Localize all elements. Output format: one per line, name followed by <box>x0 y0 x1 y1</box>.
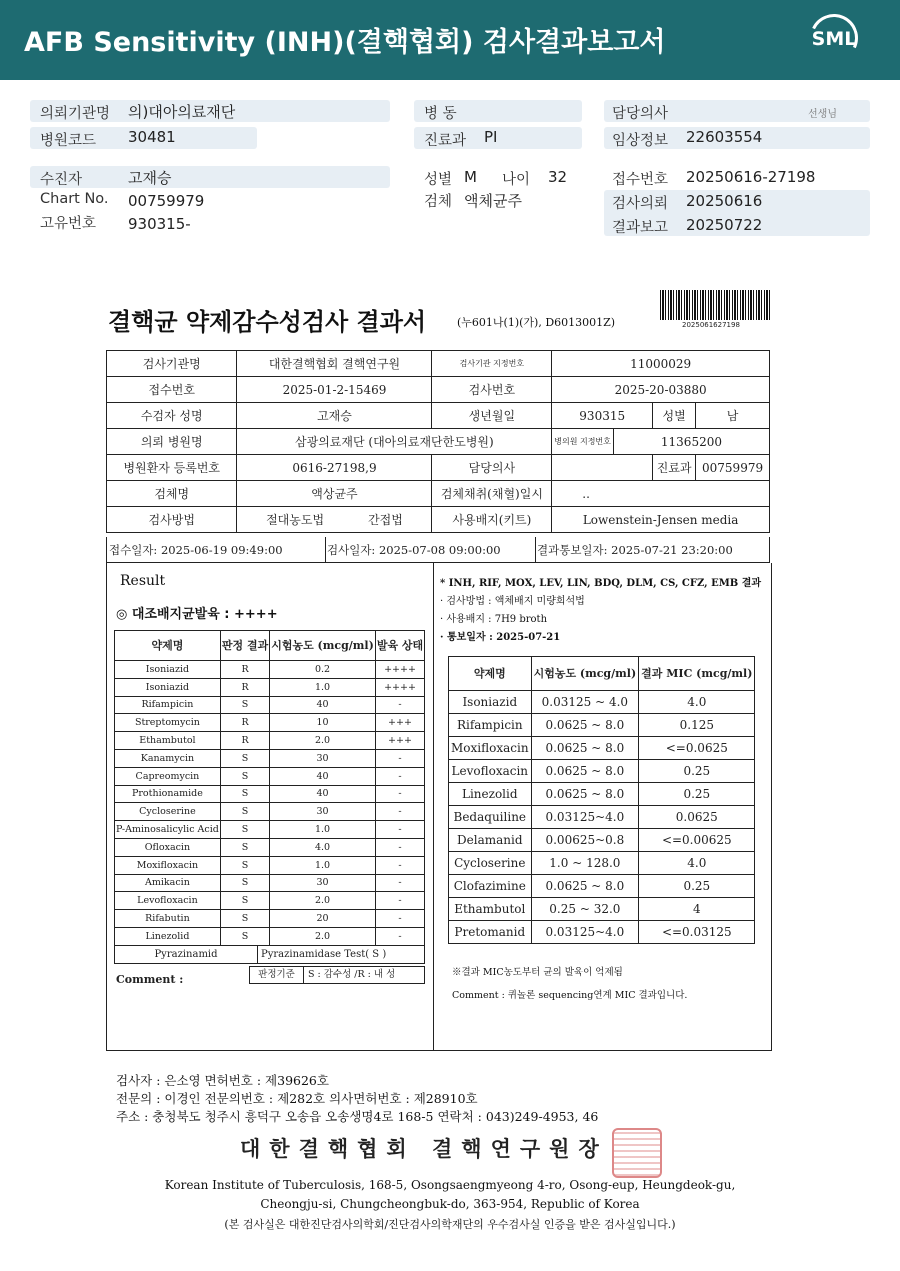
mic-cell: Linezolid <box>449 783 532 806</box>
mic-cell: Cycloserine <box>449 852 532 875</box>
age-value: 32 <box>548 168 568 186</box>
mic-table <box>448 656 755 944</box>
dept-label-cell: 진료과 <box>653 455 696 481</box>
susceptibility-cell: S <box>220 910 269 928</box>
mic-cell: 0.125 <box>639 714 755 737</box>
name-value: 고재승 <box>128 169 172 187</box>
susceptibility-cell: 20 <box>270 910 376 928</box>
logo-text: SML <box>811 28 857 50</box>
susceptibility-cell: 2.0 <box>270 892 376 910</box>
mic-cell: 0.0625 ~ 8.0 <box>531 737 639 760</box>
dept-value: PI <box>484 128 498 146</box>
mic-cell: 0.03125~4.0 <box>531 806 639 829</box>
dob-value: 930315 <box>552 403 653 429</box>
ward-label: 병 동 <box>424 106 457 122</box>
susceptibility-cell: 30 <box>270 803 376 821</box>
susceptibility-cell: 2.0 <box>270 732 376 750</box>
collect-label: 검체채취(채혈)일시 <box>432 481 552 507</box>
susceptibility-header: 약제명 <box>115 631 221 661</box>
susceptibility-cell: 40 <box>270 767 376 785</box>
report-label: 결과보고 <box>612 220 669 236</box>
susceptibility-cell: Amikacin <box>115 874 221 892</box>
dept-label: 진료과 <box>424 133 467 149</box>
susceptibility-header: 판정 결과 <box>220 631 269 661</box>
sex-label-cell: 성별 <box>653 403 696 429</box>
pyr-result: Pyrazinamidase Test( S ) <box>261 949 387 960</box>
susceptibility-cell: 40 <box>270 696 376 714</box>
hospital-label: 의뢰기관명 <box>40 106 111 122</box>
susceptibility-cell: - <box>375 821 424 839</box>
mic-cell: Bedaquiline <box>449 806 532 829</box>
doctor-suffix: 선생님 <box>808 109 837 120</box>
hosp-code-value: 11365200 <box>613 429 769 455</box>
mic-cell: 0.0625 <box>639 806 755 829</box>
table-row <box>449 921 755 944</box>
clinical-value: 22603554 <box>686 128 763 146</box>
table-row <box>115 661 425 679</box>
table-row <box>449 714 755 737</box>
susceptibility-header: 시험농도 (mcg/ml) <box>270 631 376 661</box>
hosp-value: 삼광의료재단 (대아의료재단한도병원) <box>237 429 552 455</box>
susceptibility-cell: - <box>375 874 424 892</box>
table-row <box>115 803 425 821</box>
susceptibility-cell: Linezolid <box>115 927 221 945</box>
uid-label: 고유번호 <box>40 216 97 232</box>
susceptibility-cell: Cycloserine <box>115 803 221 821</box>
mic-cell: 0.03125~4.0 <box>531 921 639 944</box>
criteria-box <box>249 966 425 984</box>
test-date: 검사일자: 2025-07-08 09:00:00 <box>327 543 501 557</box>
susceptibility-cell: S <box>220 749 269 767</box>
sex-value: M <box>464 168 477 186</box>
table-row <box>115 785 425 803</box>
medium-label: 사용배지(키트) <box>432 507 552 533</box>
susceptibility-cell: Kanamycin <box>115 749 221 767</box>
doc-label: 담당의사 <box>432 455 552 481</box>
table-row <box>449 806 755 829</box>
footer-line-2: 전문의 : 이경인 전문의번호 : 제282호 의사면허번호 : 제28910호 <box>116 1091 478 1106</box>
barcode-number: 2025061627198 <box>682 321 740 329</box>
chart-value: 00759979 <box>128 192 205 210</box>
table-row <box>115 856 425 874</box>
table-row <box>449 829 755 852</box>
test-no-label: 검사번호 <box>432 377 552 403</box>
susceptibility-cell: S <box>220 838 269 856</box>
info-table <box>106 350 770 533</box>
susceptibility-cell: +++ <box>375 714 424 732</box>
mic-cell: 4.0 <box>639 691 755 714</box>
mic-cell: Ethambutol <box>449 898 532 921</box>
mic-cell: 0.25 <box>639 875 755 898</box>
table-row <box>449 737 755 760</box>
susceptibility-cell: 30 <box>270 874 376 892</box>
result-comment-label: Comment : <box>116 973 184 986</box>
susceptibility-cell: S <box>220 927 269 945</box>
susceptibility-cell: R <box>220 661 269 679</box>
collect-value: .. <box>552 481 770 507</box>
susceptibility-cell: 4.0 <box>270 838 376 856</box>
table-row <box>449 760 755 783</box>
mic-cell: <=0.0625 <box>639 737 755 760</box>
dates-divider <box>325 537 326 562</box>
mic-note: ※결과 MIC농도부터 균의 발육이 억제됨 <box>452 967 623 978</box>
susceptibility-cell: Isoniazid <box>115 661 221 679</box>
specimen-value: 액체균주 <box>464 192 522 210</box>
susceptibility-cell: ++++ <box>375 678 424 696</box>
sex-label: 성별 <box>424 172 453 188</box>
susceptibility-cell: Levofloxacin <box>115 892 221 910</box>
mic-cell: 0.03125 ~ 4.0 <box>531 691 639 714</box>
mic-method: · 검사방법 : 액체배지 미량희석법 <box>440 596 585 607</box>
mic-cell: 0.25 <box>639 760 755 783</box>
sml-logo <box>806 14 862 64</box>
mic-cell: <=0.03125 <box>639 921 755 944</box>
susceptibility-cell: R <box>220 678 269 696</box>
report-header <box>0 0 900 80</box>
susceptibility-cell: P-Aminosalicylic Acid <box>115 821 221 839</box>
request-value: 20250616 <box>686 192 763 210</box>
susceptibility-cell: 10 <box>270 714 376 732</box>
mic-cell: 0.0625 ~ 8.0 <box>531 783 639 806</box>
table-row <box>449 691 755 714</box>
lab-code-label: 검사기관 지정번호 <box>432 351 552 377</box>
susceptibility-cell: - <box>375 856 424 874</box>
lab-value: 대한결핵협회 결핵연구원 <box>237 351 432 377</box>
susceptibility-cell: Ethambutol <box>115 732 221 750</box>
reg-value: 0616-27198,9 <box>237 455 432 481</box>
lab-code-value: 11000029 <box>552 351 770 377</box>
result-heading: Result <box>120 573 166 589</box>
table-row <box>115 838 425 856</box>
test-no-value: 2025-20-03880 <box>552 377 770 403</box>
mic-title: * INH, RIF, MOX, LEV, LIN, BDQ, DLM, CS, CFZ, EMB 결과 <box>440 578 762 589</box>
susceptibility-cell: S <box>220 785 269 803</box>
hosp-code-label: 병의원 지정번호 <box>552 429 614 455</box>
table-row <box>115 892 425 910</box>
mic-cell: 0.25 ~ 32.0 <box>531 898 639 921</box>
official-seal-icon <box>612 1128 662 1178</box>
susceptibility-cell: - <box>375 910 424 928</box>
specimen-label: 검체 <box>424 194 453 210</box>
table-row <box>449 898 755 921</box>
susceptibility-cell: 1.0 <box>270 821 376 839</box>
susceptibility-cell: Rifampicin <box>115 696 221 714</box>
lab-label: 검사기관명 <box>107 351 237 377</box>
result-divider <box>433 563 434 1051</box>
clinical-label: 임상정보 <box>612 133 669 149</box>
name-row <box>30 166 390 188</box>
table-row <box>115 910 425 928</box>
mic-cell: 4.0 <box>639 852 755 875</box>
susceptibility-cell: ++++ <box>375 661 424 679</box>
susceptibility-cell: S <box>220 874 269 892</box>
method-value <box>237 507 432 533</box>
susceptibility-cell: - <box>375 803 424 821</box>
susceptibility-cell: 40 <box>270 785 376 803</box>
mic-cell: 0.0625 ~ 8.0 <box>531 875 639 898</box>
recv-label: 접수번호 <box>107 377 237 403</box>
mic-header: 시험농도 (mcg/ml) <box>531 657 639 691</box>
susceptibility-cell: 2.0 <box>270 927 376 945</box>
criteria-value: S : 감수성 /R : 내 성 <box>308 969 396 980</box>
susceptibility-cell: R <box>220 714 269 732</box>
mic-date: · 통보일자 : 2025-07-21 <box>440 632 561 643</box>
reg-label: 병원환자 등록번호 <box>107 455 237 481</box>
method-2: 간접법 <box>368 513 403 527</box>
method-1: 절대농도법 <box>266 513 325 527</box>
footer-line-3: 주소 : 충청북도 청주시 흥덕구 오송읍 오송생명4로 168-5 연락처 : 043)249-4953, 46 <box>116 1109 599 1124</box>
susceptibility-cell: R <box>220 732 269 750</box>
sex-cell: 남 <box>696 403 770 429</box>
susceptibility-cell: Streptomycin <box>115 714 221 732</box>
age-label: 나이 <box>502 172 531 188</box>
name-label: 수진자 <box>40 172 83 188</box>
uid-value: 930315- <box>128 215 191 233</box>
mic-cell: 0.00625~0.8 <box>531 829 639 852</box>
dob-label: 생년월일 <box>432 403 552 429</box>
mic-cell: 0.0625 ~ 8.0 <box>531 760 639 783</box>
table-row <box>115 874 425 892</box>
mic-medium: · 사용배지 : 7H9 broth <box>440 614 548 625</box>
table-row <box>115 678 425 696</box>
institute-name: 대한결핵협회 결핵연구원장 <box>240 1136 608 1161</box>
susceptibility-cell: - <box>375 892 424 910</box>
doc-title: 결핵균 약제감수성검사 결과서 <box>108 307 427 336</box>
table-row <box>115 749 425 767</box>
susceptibility-cell: - <box>375 696 424 714</box>
table-row <box>115 714 425 732</box>
name-label-cell: 수검자 성명 <box>107 403 237 429</box>
code-label: 병원코드 <box>40 133 97 149</box>
spec-value: 액상균주 <box>237 481 432 507</box>
pyrazinamid-row <box>114 946 425 964</box>
name-cell: 고재승 <box>237 403 432 429</box>
mic-cell: Levofloxacin <box>449 760 532 783</box>
reception-label: 접수번호 <box>612 172 669 188</box>
susceptibility-cell: 1.0 <box>270 856 376 874</box>
susceptibility-cell: Prothionamide <box>115 785 221 803</box>
susceptibility-cell: S <box>220 803 269 821</box>
recv-value: 2025-01-2-15469 <box>237 377 432 403</box>
susceptibility-cell: Isoniazid <box>115 678 221 696</box>
table-row <box>449 852 755 875</box>
chart-label: Chart No. <box>40 191 109 207</box>
table-row <box>115 767 425 785</box>
request-label: 검사의뢰 <box>612 196 669 212</box>
doc-subtitle: (누601나(1)(가), D6013001Z) <box>457 316 616 329</box>
susceptibility-cell: - <box>375 927 424 945</box>
susceptibility-cell: S <box>220 856 269 874</box>
mic-cell: Pretomanid <box>449 921 532 944</box>
table-row <box>449 783 755 806</box>
doc-value <box>552 455 653 481</box>
mic-cell: Isoniazid <box>449 691 532 714</box>
mic-cell: Moxifloxacin <box>449 737 532 760</box>
susceptibility-cell: Moxifloxacin <box>115 856 221 874</box>
mic-cell: 0.0625 ~ 8.0 <box>531 714 639 737</box>
susceptibility-cell: +++ <box>375 732 424 750</box>
susceptibility-cell: S <box>220 821 269 839</box>
susceptibility-cell: 0.2 <box>270 661 376 679</box>
doctor-label: 담당의사 <box>612 106 669 122</box>
table-row <box>115 696 425 714</box>
pyr-name: Pyrazinamid <box>115 946 258 963</box>
footer-eng-1: Korean Institute of Tuberculosis, 168-5, Osongsaengmyeong 4-ro, Osong-eup, Heungdeok-gu, <box>164 1178 736 1192</box>
susceptibility-cell: 1.0 <box>270 678 376 696</box>
mic-cell: 1.0 ~ 128.0 <box>531 852 639 875</box>
mic-cell: 0.25 <box>639 783 755 806</box>
dates-row <box>106 537 770 563</box>
notify-date: 결과통보일자: 2025-07-21 23:20:00 <box>537 543 733 557</box>
footer-eng-2: Cheongju-si, Chungcheongbuk-do, 363-954, Republic of Korea <box>260 1197 640 1211</box>
table-row <box>115 927 425 945</box>
susceptibility-cell: - <box>375 749 424 767</box>
medium-value: Lowenstein-Jensen media <box>552 507 770 533</box>
report-title: AFB Sensitivity (INH)(결핵협회) 검사결과보고서 <box>24 27 666 58</box>
susceptibility-cell: - <box>375 838 424 856</box>
susceptibility-header: 발육 상태 <box>375 631 424 661</box>
susceptibility-cell: S <box>220 696 269 714</box>
susceptibility-cell: Ofloxacin <box>115 838 221 856</box>
mic-cell: Clofazimine <box>449 875 532 898</box>
mic-cell: <=0.00625 <box>639 829 755 852</box>
hosp-label: 의뢰 병원명 <box>107 429 237 455</box>
mic-comment: Comment : 퀴놀론 sequencing연계 MIC 결과입니다. <box>452 990 688 1001</box>
method-label: 검사방법 <box>107 507 237 533</box>
table-row <box>449 875 755 898</box>
dept-cell: 00759979 <box>696 455 770 481</box>
susceptibility-cell: Rifabutin <box>115 910 221 928</box>
susceptibility-table <box>114 630 425 946</box>
footer-line-1: 검사자 : 은소영 면허번호 : 제39626호 <box>116 1073 329 1088</box>
hospital-value: 의)대아의료재단 <box>128 103 236 121</box>
dates-divider <box>535 537 536 562</box>
susceptibility-cell: - <box>375 785 424 803</box>
recv-date: 접수일자: 2025-06-19 09:49:00 <box>109 543 283 557</box>
table-row <box>115 732 425 750</box>
susceptibility-cell: - <box>375 767 424 785</box>
criteria-label: 판정기준 <box>250 967 304 983</box>
spec-label: 검체명 <box>107 481 237 507</box>
susceptibility-cell: 30 <box>270 749 376 767</box>
barcode <box>660 290 770 320</box>
table-row <box>115 821 425 839</box>
code-value: 30481 <box>128 128 176 146</box>
footer-eng-3: (본 검사실은 대한진단검사의학회/진단검사의학재단의 우수검사실 인증을 받은 검사실입니다.) <box>224 1218 676 1231</box>
susceptibility-cell: S <box>220 892 269 910</box>
reception-value: 20250616-27198 <box>686 168 816 186</box>
susceptibility-cell: Capreomycin <box>115 767 221 785</box>
susceptibility-cell: S <box>220 767 269 785</box>
mic-header: 결과 MIC (mcg/ml) <box>639 657 755 691</box>
mic-cell: 4 <box>639 898 755 921</box>
mic-cell: Delamanid <box>449 829 532 852</box>
mic-cell: Rifampicin <box>449 714 532 737</box>
report-value: 20250722 <box>686 216 763 234</box>
mic-header: 약제명 <box>449 657 532 691</box>
culture-growth: ◎ 대조배지균발육 : ++++ <box>116 607 278 622</box>
